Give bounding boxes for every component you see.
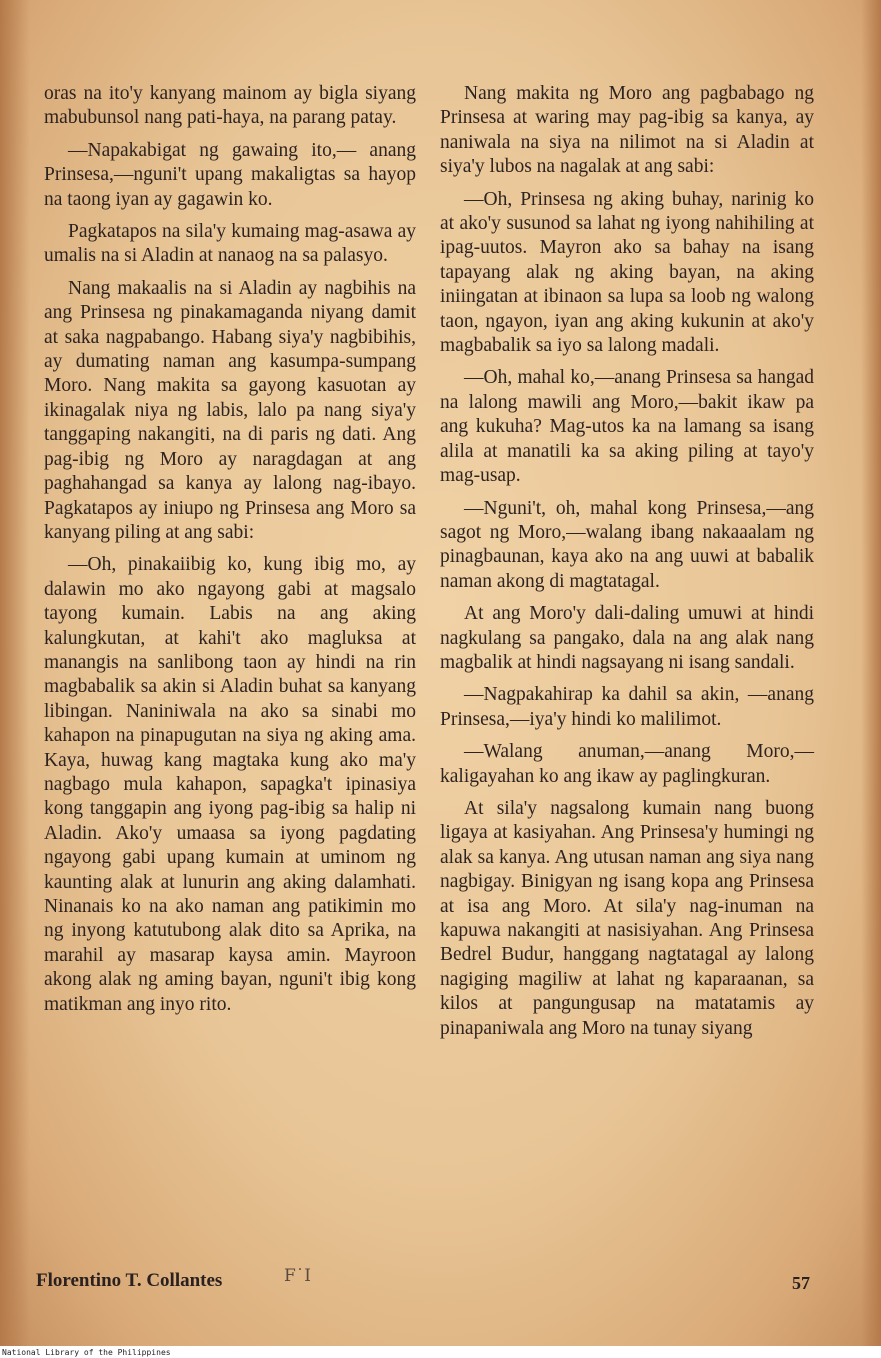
paragraph: Pagkatapos na sila'y kumaing mag-asawa ay umalis na si Aladin at nanaog na sa palasyo. bbox=[44, 221, 416, 267]
footer-mark: F˙I bbox=[284, 1266, 312, 1286]
page-shadow-right bbox=[861, 0, 881, 1346]
paragraph: —Napakabigat ng gawaing ito,— anang Prinsesa,—nguni't upang makaligtas sa hayop na taong iyan ay gagawin ko. bbox=[44, 139, 416, 210]
paragraph: —Nagpakahirap ka dahil sa akin, —anang Prinsesa,—iya'y hindi ko malilimot. bbox=[440, 684, 814, 730]
paragraph: At sila'y nagsalong kumain nang buong ligaya at kasiyahan. Ang Prinsesa'y humingi ng alak sa kanya. Ang utusan naman ang siya nang nagbigay. Binigyan ng isang kopa ang Prinsesa at isa ang Moro. At sila'y nag-inuman na kapuwa nakangiti at nasisiyahan. Ang Prinsesa Bedrel Budur, hanggang nagtatagal ay lalong nagiging magiliw at lahat ng kaparaanan, sa kilos at pangungusap na matatamis ay pinapaniwala ang Moro na tunay siyang bbox=[440, 797, 814, 1039]
paragraph: —Oh, Prinsesa ng aking buhay, narinig ko at ako'y susunod sa lahat ng iyong nahihiling at ipag-uutos. Mayron ako sa bahay na isang tapayang alak ng aking bayan, na aking iniingatan at ibinaon sa lupa sa loob ng walong taon, ngayon, iyan ang aking kukunin at ako'y magbabalik sa iyo sa lalong madali. bbox=[440, 188, 814, 357]
attribution-text: National Library of the Philippines bbox=[2, 1348, 171, 1357]
paragraph: Nang makaalis na si Aladin ay nagbihis na ang Prinsesa ng pinakamaganda niyang damit at saka nagpabango. Habang siya'y nagbibihis, ay dumating naman ang kasumpa-sumpang Moro. Nang makita sa gayong kasuotan ay ikinagalak niya ng labis, lalo pa nang siya'y tanggaping nakangiti, na di paris ng dati. Ang pag-ibig ng Moro ay naragdagan at ang paghahangad sa kanya ay lalong nag-ibayo. Pagkatapos ay iniupo ng Prinsesa ang Moro sa kanyang piling at ang sabi: bbox=[44, 277, 416, 543]
page-number: 57 bbox=[792, 1273, 810, 1293]
right-text-column bbox=[440, 82, 814, 1049]
paragraph: —Oh, mahal ko,—anang Prinsesa sa hangad na lalong mawili ang Moro,—bakit ikaw pa ang kukuha? Mag-utos ka na lamang sa isang alila at manatili ka sa aking piling at tayo'y mag-usap. bbox=[440, 367, 814, 487]
paragraph: Nang makita ng Moro ang pagbabago ng Prinsesa at waring may pag-ibig sa kanya, ay naniwala na siya na nilimot na si Aladin at siya'y lubos na nagalak at ang sabi: bbox=[440, 83, 814, 178]
footer-author: Florentino T. Collantes bbox=[36, 1270, 223, 1291]
paragraph: —Walang anuman,—anang Moro,—kaligayahan ko ang ikaw ay paglingkuran. bbox=[440, 741, 814, 787]
paragraph: oras na ito'y kanyang mainom ay bigla siyang mabubunsol nang pati-haya, na parang patay. bbox=[44, 83, 416, 129]
page-shadow-left bbox=[0, 0, 30, 1346]
paragraph: —Nguni't, oh, mahal kong Prinsesa,—ang sagot ng Moro,—walang ibang nakaaalam ng pinagbaunan, kaya ako na ang uuwi at babalik naman akong di magtatagal. bbox=[440, 497, 814, 592]
paragraph: —Oh, pinakaiibig ko, kung ibig mo, ay dalawin mo ako ngayong gabi at magsalo tayong kumain. Labis na ang aking kalungkutan, at kahi't ako magluksa at manangis na sanlibong taon ay hindi na rin magbabalik sa akin si Aladin buhat sa kanyang libingan. Naniniwala na ako sa sinabi mo kahapon na pinapugutan na siya ng aking ama. Kaya, huwag kang magtaka kung ako ma'y nagbago mula kahapon, sapagka't ipinasiya kong tanggapin ang iyong pag-ibig sa halip ni Aladin. Ako'y umaasa sa iyong pagdating ngayong gabi upang kumain at uminom ng kaunting alak at lunurin ang aking dalamhati. Ninanais ko na ako naman ang patikimin mo ng inyong katutubong alak dito sa Aprika, na marahil ay masarap kaysa amin. Mayroon akong alak ng aming bayan, nguni't ibig kong matikman ang inyo rito. bbox=[44, 554, 416, 1015]
left-text-column bbox=[44, 82, 416, 1025]
paragraph: At ang Moro'y dali-daling umuwi at hindi nagkulang sa pangako, dala na ang alak nang magbalik at hindi nagsayang ni isang sandali. bbox=[440, 603, 814, 673]
